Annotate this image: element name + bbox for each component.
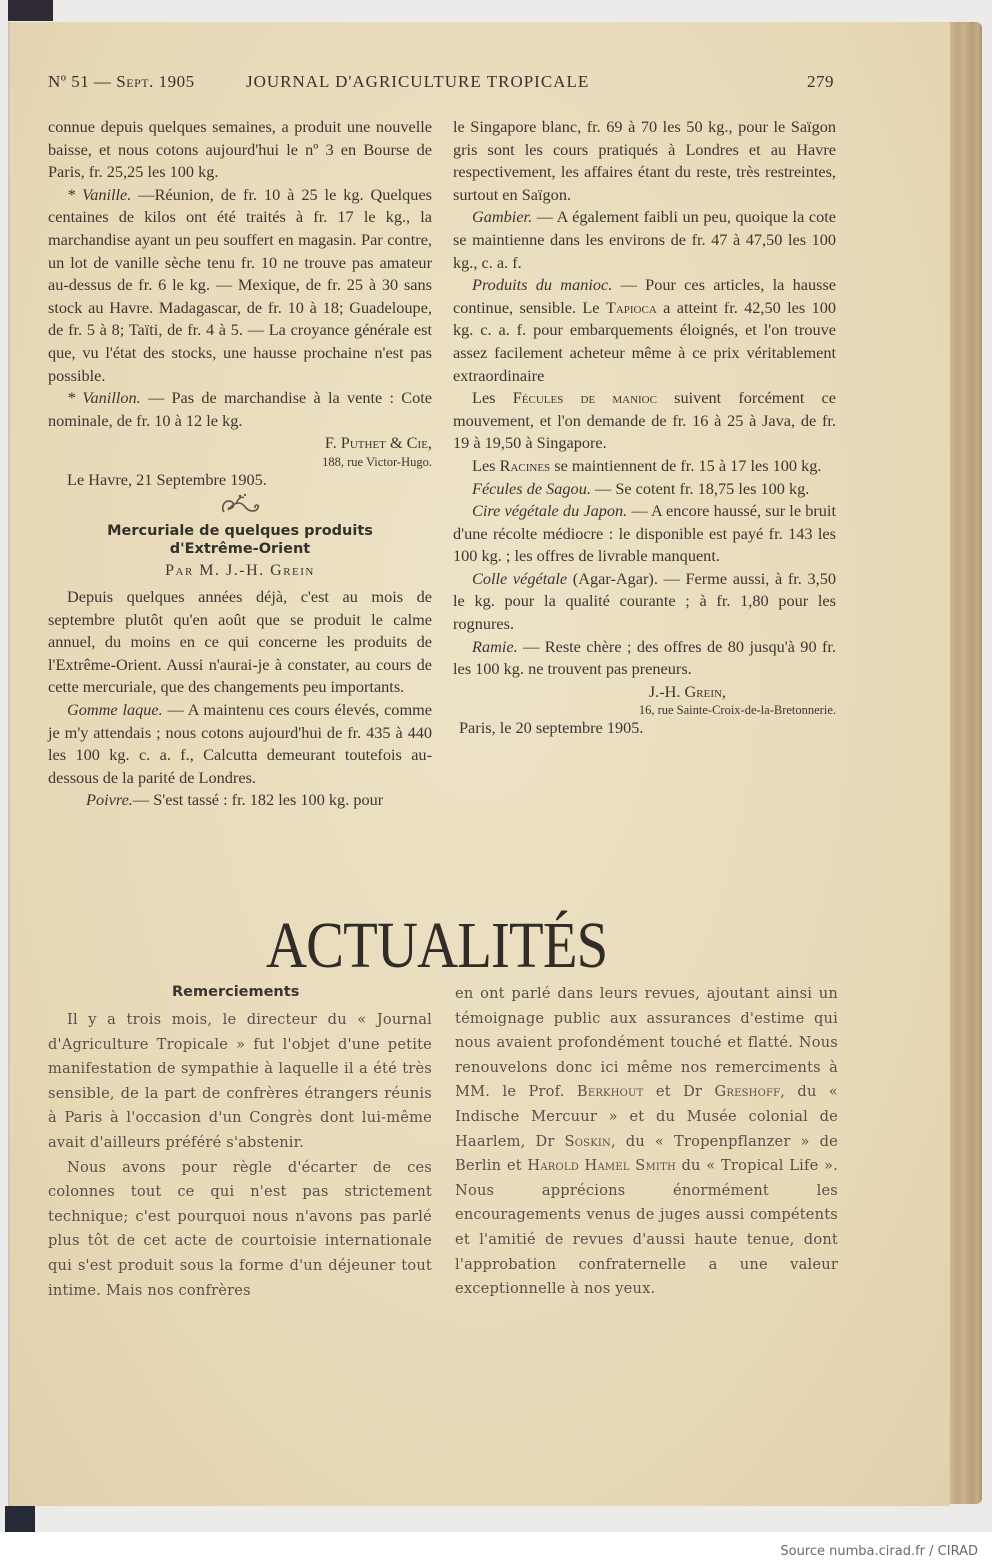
paragraph-sagou: Fécules de Sagou. — Se cotent fr. 18,75 les 100 kg. <box>472 478 810 498</box>
paragraph: Nous avons pour règle d'écarter de ces colonnes tout ce qui n'est pas strictement technique; c'est pourquoi nous n'avons pas parlé plus tôt de cet acte de courtoisie internationale qui s'est produit sous la forme d'un déjeuner tout intime. Mais nos confrères <box>48 1158 432 1299</box>
signature: J.-H. Grein, <box>648 681 726 701</box>
paragraph-intro: Depuis quelques années déjà, c'est au mois de septembre plutôt qu'en août que se produit le calme annuel, du moins en ce qui concerne les produits de l'Extrême-Orient. Aussi n'aurai-je à constater, au cours de cette mercuriale, que des changements peu importants. <box>48 587 432 697</box>
actualites-left-column <box>48 1008 432 1303</box>
fleuron-icon <box>218 492 262 518</box>
paragraph-gomme: Gomme laque. — A maintenu ces cours élevés, comme je m'y attendais ; nous cotons aujourd'hui de fr. 435 à 440 les 100 kg. c. a. f., Calcutta demeurant toutefois au-dessous de la parité de Londres. <box>48 700 432 787</box>
subheading-remerciements: Remerciements <box>172 984 300 1000</box>
scanner-corner-bottom <box>5 1506 35 1532</box>
paragraph-cire: Cire végétale du Japon. — A encore haussé, sur le bruit d'une récolte médiocre : le disponible est payé fr. 143 les 100 kg. ; les offres de livrable manquent. <box>453 501 836 566</box>
paragraph-poivre: Poivre.— S'est tassé : fr. 182 les 100 kg. pour <box>86 790 384 810</box>
signature: F. Puthet & Cie, <box>324 433 432 453</box>
item-label: Fécules de Sagou. <box>472 478 591 498</box>
dateline: Paris, le 20 septembre 1905. <box>459 718 644 738</box>
page-number: 279 <box>807 72 834 91</box>
paragraph: le Singapore blanc, fr. 69 à 70 les 50 kg., pour le Saïgon gris sont les cours pratiqués à Londres et au Havre respectivement, les affaires étant du reste, très restreintes, surtout en Saïgon. <box>453 117 836 204</box>
paragraph-gambier: Gambier. — A également faibli un peu, quoique la cote se maintienne dans les environs de fr. 47 à 47,50 les 100 kg., c. a. f. <box>453 207 836 272</box>
dateline: Le Havre, 21 Septembre 1905. <box>67 469 267 489</box>
article-title: Mercuriale de quelques produits d'Extrême-Orient <box>107 522 373 557</box>
paragraph: connue depuis quelques semaines, a produit une nouvelle baisse, et nous cotons aujourd'hui le nº 3 en Bourse de Paris, fr. 25,25 les 100 kg. <box>48 117 432 182</box>
signature-address: 16, rue Sainte-Croix-de-la-Bretonnerie. <box>638 703 836 718</box>
item-label: Gomme laque. <box>67 700 163 720</box>
paragraph-manioc: Produits du manioc. — Pour ces articles, la hausse continue, sensible. Le Tapioca a atteint fr. 42,50 les 100 kg. c. a. f. pour embarquements éloignés, et l'on trouve assez facilement acheteur même à ce prix véritablement extraordinaire <box>453 275 837 385</box>
paragraph-racines: Les Racines se maintiennent de fr. 15 à 17 les 100 kg. <box>472 455 822 475</box>
source-credit: Source numba.cirad.fr / CIRAD <box>780 1544 978 1559</box>
actualites-right-column <box>455 982 838 1302</box>
paragraph-fecules: Les Fécules de manioc suivent forcément ce mouvement, et l'on demande de fr. 16 à 25 à Java, de fr. 19 à 19,50 à Singapore. <box>453 388 837 453</box>
paragraph: en ont parlé dans leurs revues, ajoutant ainsi un témoignage public aux assurances d'estime qui nous avaient profondément touché et flatté. Nous renouvelons donc ici même nos remerciments à MM. le Prof. Berkhout et Dr Greshoff, du « Indische Mercuur » et du Musée colonial de Haarlem, Dr Soskin, du « Tropenpflanzer » de Berlin et Harold Hamel Smith du « Tropical Life ». Nous apprécions énormément les encouragements venus de juges aussi compétents et l'amitié de revues d'aussi haute tenue, dont l'approbation confraternelle a une valeur exceptionnelle à nos yeux. <box>455 985 839 1298</box>
fleuron-ornament-icon <box>48 492 432 522</box>
right-column <box>453 116 836 740</box>
left-column <box>48 116 432 812</box>
journal-title: JOURNAL D'AGRICULTURE TROPICALE <box>246 72 590 91</box>
issue-number: Nº 51 — Sept. 1905 <box>48 72 195 91</box>
signature-address: 188, rue Victor-Hugo. <box>322 454 432 469</box>
item-label: Gambier. <box>472 207 533 227</box>
paragraph-vanillon: * Vanillon. — Pas de marchandise à la vente : Cote nominale, de fr. 10 à 12 le kg. <box>48 388 432 430</box>
paragraph: Il y a trois mois, le directeur du « Journal d'Agriculture Tropicale » fut l'objet d'une petite manifestation de sympathie à laquelle il a été très sensible, de la part de confrères étrangers réunis à Paris à l'occasion d'un Congrès dont lui-même avait d'ailleurs préféré s'abstenir. <box>48 1011 432 1151</box>
scanner-corner-top <box>8 0 53 21</box>
item-label: Ramie. <box>472 636 518 656</box>
paragraph-ramie: Ramie. — Reste chère ; des offres de 80 jusqu'à 90 fr. les 100 kg. ne trouvent pas preneurs. <box>453 636 836 679</box>
item-label: Cire végétale du Japon. <box>472 501 628 521</box>
item-label: * Vanille. <box>67 184 132 204</box>
item-label: * Vanillon. <box>67 388 141 408</box>
paragraph-colle: Colle végétale (Agar-Agar). — Ferme aussi, à fr. 3,50 le kg. pour la qualité courante ; à fr. 1,80 pour les rognures. <box>453 568 836 634</box>
item-label: Colle végétale <box>472 568 568 588</box>
running-header <box>48 72 834 96</box>
item-label: Produits du manioc. <box>472 275 613 295</box>
article-byline: Par M. J.-H. Grein <box>165 561 315 579</box>
paragraph-vanille: * Vanille. —Réunion, de fr. 10 à 25 le kg. Quelques centaines de kilos ont été traités à fr. 17 le kg., la marchandise ayant un peu souffert en magasin. Par contre, un lot de vanille sèche tenu fr. 10 ne trouve pas amateur au-dessus de fr. 6 le kg. — Mexique, de fr. 25 à 30 sans stock au Havre. Madagascar, de fr. 10 à 18; Guadeloupe, de fr. 5 à 8; Taïti, de fr. 4 à 5. — La croyance générale est que, vu l'état des stocks, une hausse prochaine n'est pas possible. <box>48 184 433 385</box>
section-heading-actualites: ACTUALITÉS <box>266 909 608 982</box>
item-label: Poivre. <box>86 790 133 810</box>
